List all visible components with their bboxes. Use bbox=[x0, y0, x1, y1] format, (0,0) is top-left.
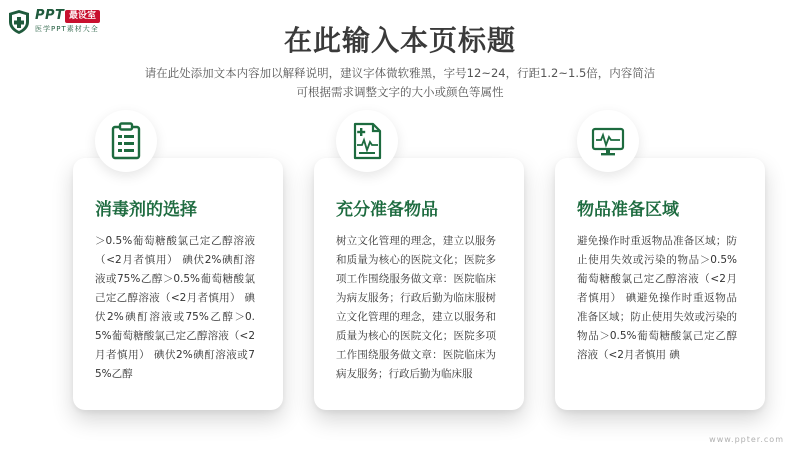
clipboard-list-icon bbox=[109, 122, 143, 160]
card-title: 消毒剂的选择 bbox=[95, 200, 197, 220]
card-icon-badge bbox=[336, 110, 398, 172]
brand-tagline: 医学PPT素材大全 bbox=[35, 25, 99, 33]
page-title: 在此输入本页标题 bbox=[283, 24, 516, 57]
card-title: 充分准备物品 bbox=[336, 200, 438, 220]
card-body: 避免操作时重返物品准备区域；防止使用失效或污染的物品＞0.5%葡萄糖酸氯己定乙醇溶液（<2月者慎用） 碘避免操作时重返物品准备区域；防止使用失效或污染的物品＞0.5%葡萄糖酸氯己定乙醇溶液（<2月者慎用 碘 bbox=[577, 235, 737, 361]
heart-monitor-icon bbox=[591, 122, 625, 160]
subtitle-line: 可根据需求调整文字的大小或颜色等属性 bbox=[296, 85, 504, 99]
subtitle-line: 请在此处添加文本内容加以解释说明，建议字体微软雅黑，字号12~24，行距1.2~1.5倍，内容简洁 bbox=[144, 66, 656, 80]
card-body: 树立文化管理的理念，建立以服务和质量为核心的医院文化；医院多项工作围绕服务做文章：医院临床为病友服务；行政后勤为临床服树立文化管理的理念，建立以服务和质量为核心的医院文化；医院多项工作围绕服务做文章：医院临床为病友服务；行政后勤为临床服 bbox=[336, 235, 496, 380]
medical-report-icon bbox=[350, 122, 384, 160]
watermark: www.ppter.com bbox=[709, 435, 784, 444]
card-body: ＞0.5%葡萄糖酸氯己定乙醇溶液（<2月者慎用） 碘伏2%碘酊溶液或75%乙醇＞0.5%葡萄糖酸氯己定乙醇溶液（<2月者慎用） 碘伏2%碘酊溶液或75%乙醇＞0.5%葡萄糖酸氯己定乙醇溶液（<2月者慎用） 碘伏2%碘酊溶液或75%乙醇 bbox=[95, 235, 255, 380]
card-icon-badge bbox=[95, 110, 157, 172]
brand-name: PPT bbox=[35, 8, 65, 23]
card-title: 物品准备区域 bbox=[577, 200, 679, 220]
page-subtitle bbox=[100, 64, 700, 102]
card-icon-badge bbox=[577, 110, 639, 172]
brand-badge: 最设室 bbox=[65, 10, 100, 23]
